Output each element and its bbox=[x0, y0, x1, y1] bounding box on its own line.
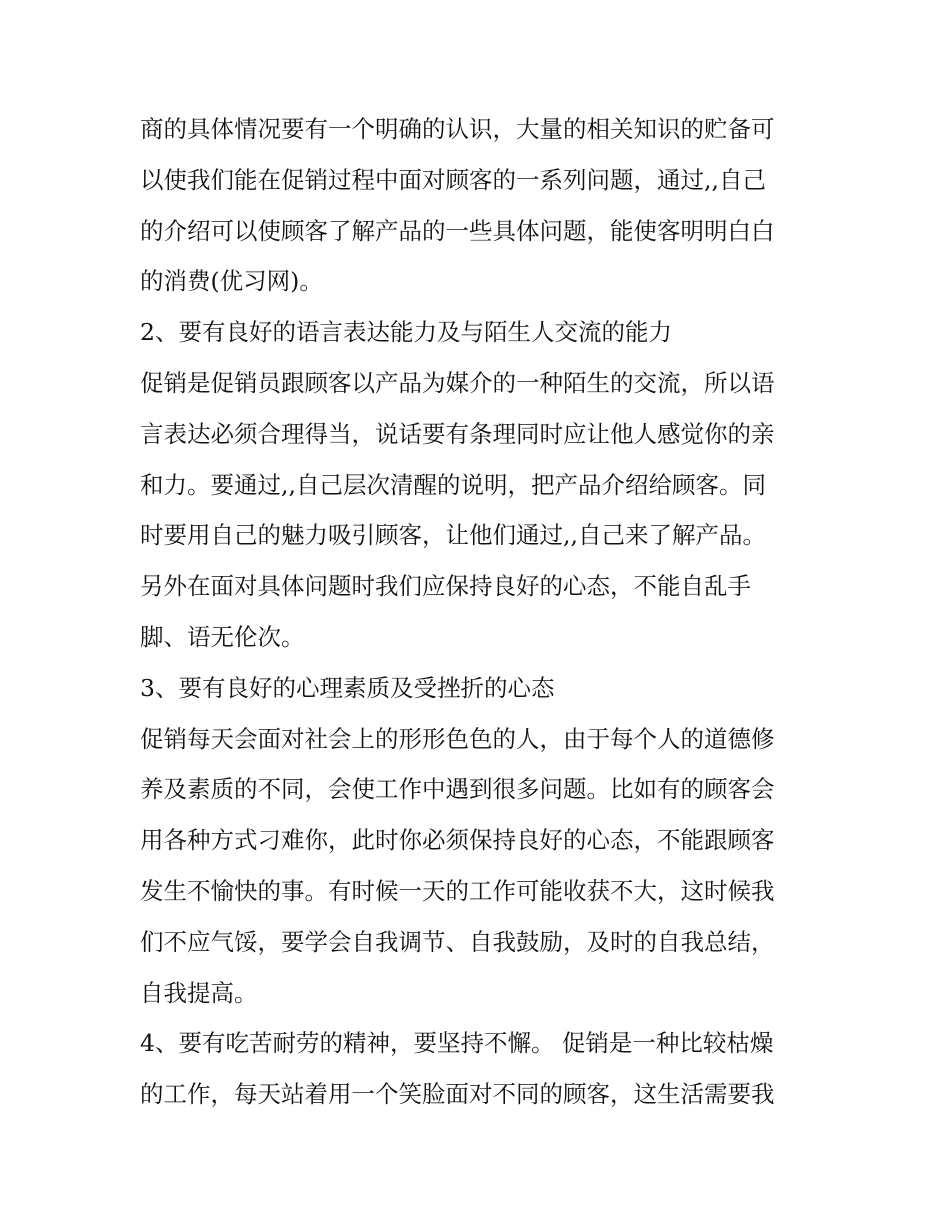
text-line-16: 发生不愉快的事。有时候一天的工作可能收获不大，这时候我 bbox=[140, 876, 775, 905]
text-line-7: 言表达必须合理得当，说话要有条理同时应让他人感觉你的亲 bbox=[140, 419, 775, 448]
section-heading-3: 3、要有良好的心理素质及受挫折的心态 bbox=[140, 673, 555, 702]
text-line-8: 和力。要通过,,自己层次清醒的说明，把产品介绍给顾客。同 bbox=[140, 470, 766, 499]
text-line-13: 促销每天会面对社会上的形形色色的人，由于每个人的道德修 bbox=[140, 724, 775, 753]
text-line-4: 的消费(优习网)。 bbox=[140, 267, 323, 296]
text-line-20: 的工作，每天站着用一个笑脸面对不同的顾客，这生活需要我 bbox=[140, 1080, 775, 1109]
text-line-10: 另外在面对具体问题时我们应保持良好的心态，不能自乱手 bbox=[140, 572, 751, 601]
text-line-6: 促销是促销员跟顾客以产品为媒介的一种陌生的交流，所以语 bbox=[140, 368, 775, 397]
text-line-15: 用各种方式刁难你，此时你必须保持良好的心态，不能跟顾客 bbox=[140, 826, 775, 855]
text-line-2: 以使我们能在促销过程中面对顾客的一系列问题，通过,,自己 bbox=[140, 165, 766, 194]
text-line-14: 养及素质的不同，会使工作中遇到很多问题。比如有的顾客会 bbox=[140, 775, 775, 804]
section-heading-2: 2、要有良好的语言表达能力及与陌生人交流的能力 bbox=[140, 318, 672, 347]
section-heading-4: 4、要有吃苦耐劳的精神，要坚持不懈。 促销是一种比较枯燥 bbox=[140, 1029, 774, 1058]
text-line-17: 们不应气馁，要学会自我调节、自我鼓励，及时的自我总结， bbox=[140, 927, 775, 956]
text-line-11: 脚、语无伦次。 bbox=[140, 622, 305, 651]
text-line-9: 时要用自己的魅力吸引顾客，让他们通过,,自己来了解产品。 bbox=[140, 521, 766, 550]
text-line-3: 的介绍可以使顾客了解产品的一些具体问题，能使客明明白白 bbox=[140, 216, 775, 245]
text-line-1: 商的具体情况要有一个明确的认识，大量的相关知识的贮备可 bbox=[140, 115, 775, 143]
text-line-18: 自我提高。 bbox=[140, 978, 258, 1007]
document-body bbox=[140, 104, 820, 1120]
